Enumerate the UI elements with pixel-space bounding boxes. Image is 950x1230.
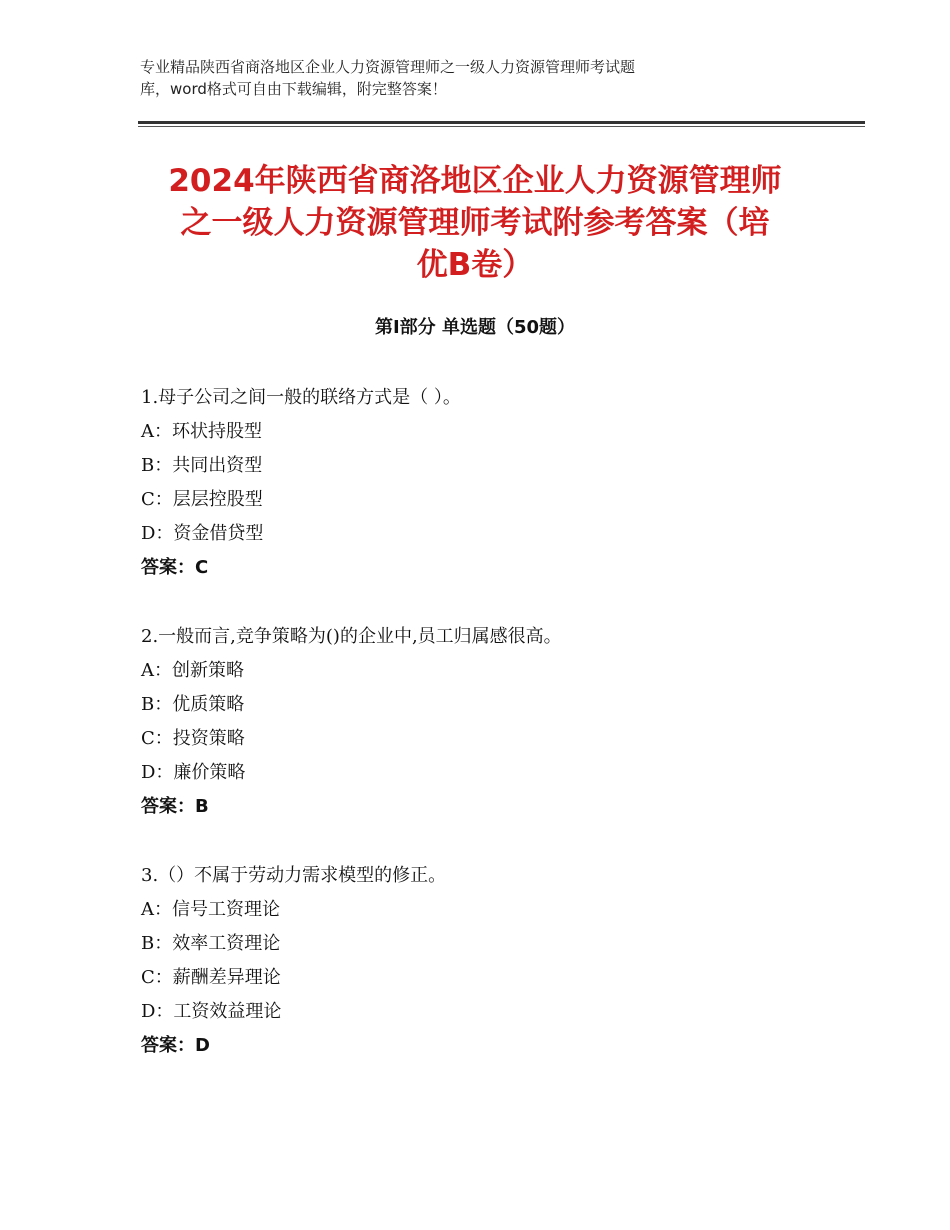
option-c: C：薪酬差异理论 [141,967,281,988]
question-3 [141,859,861,1063]
option-a: A：信号工资理论 [141,899,280,920]
answer-line: 答案：D [141,1035,210,1056]
option-d: D：廉价策略 [141,762,246,783]
option-d: D：资金借贷型 [141,523,264,544]
header-divider-thick [138,121,865,124]
document-title [135,160,815,286]
question-2 [141,620,861,824]
option-a: A：环状持股型 [141,421,262,442]
option-d: D：工资效益理论 [141,1001,282,1022]
section-heading: 第Ⅰ部分 单选题（50题） [374,317,575,338]
document-title-line-3: 优B卷） [416,247,534,283]
document-title-line-1: 2024年陕西省商洛地区企业人力资源管理师 [168,163,782,199]
option-b: B：效率工资理论 [141,933,281,954]
question-stem: 3.（）不属于劳动力需求模型的修正。 [141,865,447,886]
option-b: B：共同出资型 [141,455,263,476]
document-header-note [140,56,780,100]
answer-line: 答案：C [141,557,209,578]
header-divider-thin [138,126,865,127]
answer-line: 答案：B [141,796,209,817]
option-c: C：投资策略 [141,728,245,749]
document-title-line-2: 之一级人力资源管理师考试附参考答案（培 [180,205,770,241]
question-stem: 2.一般而言,竞争策略为()的企业中,员工归属感很高。 [141,626,562,647]
header-note-line-2: 库，word格式可自由下载编辑，附完整答案！ [140,80,447,98]
question-1 [141,381,861,585]
option-c: C：层层控股型 [141,489,263,510]
option-b: B：优质策略 [141,694,245,715]
option-a: A：创新策略 [141,660,244,681]
header-note-line-1: 专业精品陕西省商洛地区企业人力资源管理师之一级人力资源管理师考试题 [140,58,636,76]
question-stem: 1.母子公司之间一般的联络方式是（ ）。 [141,387,461,408]
